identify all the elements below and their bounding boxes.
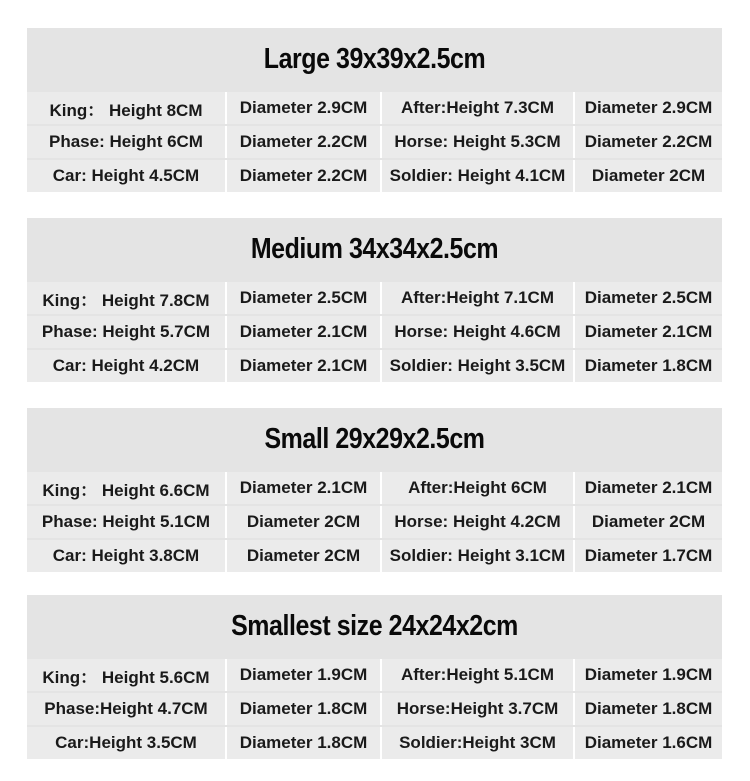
piece-diameter-cell: Diameter 2.9CM	[573, 92, 722, 124]
table-row	[27, 504, 722, 538]
piece-height-cell: Car: Height 4.5CM	[27, 160, 225, 192]
piece-diameter-cell: Diameter 2.1CM	[225, 472, 380, 504]
piece-diameter-cell: Diameter 2CM	[573, 506, 722, 538]
piece-diameter-cell: Diameter 1.9CM	[573, 659, 722, 691]
piece-diameter-cell: Diameter 2.1CM	[225, 316, 380, 348]
piece-diameter-cell: Diameter 2.5CM	[225, 282, 380, 314]
piece-height-cell: Soldier: Height 3.5CM	[380, 350, 573, 382]
piece-diameter-cell: Diameter 1.9CM	[225, 659, 380, 691]
table-row	[27, 90, 722, 124]
piece-height-cell: Phase:Height 4.7CM	[27, 693, 225, 725]
section-title: Smallest size 24x24x2cm	[231, 610, 518, 642]
piece-height-cell: Phase: Height 5.1CM	[27, 506, 225, 538]
piece-height-cell: Soldier:Height 3CM	[380, 727, 573, 759]
piece-diameter-cell: Diameter 1.8CM	[225, 693, 380, 725]
size-section-smallest	[27, 595, 722, 759]
piece-height-cell: Phase: Height 5.7CM	[27, 316, 225, 348]
table-row	[27, 538, 722, 572]
piece-height-cell: King： Height 7.8CM	[27, 282, 225, 314]
piece-height-cell: After:Height 7.1CM	[380, 282, 573, 314]
piece-diameter-cell: Diameter 2.1CM	[573, 316, 722, 348]
section-title: Medium 34x34x2.5cm	[250, 233, 499, 265]
piece-diameter-cell: Diameter 2.2CM	[225, 126, 380, 158]
size-section-small	[27, 408, 722, 572]
piece-diameter-cell: Diameter 2.5CM	[573, 282, 722, 314]
piece-diameter-cell: Diameter 2.2CM	[573, 126, 722, 158]
size-section-medium	[27, 218, 722, 382]
piece-diameter-cell: Diameter 1.7CM	[573, 540, 722, 572]
piece-diameter-cell: Diameter 1.8CM	[573, 350, 722, 382]
piece-height-cell: King： Height 6.6CM	[27, 472, 225, 504]
piece-height-cell: Horse: Height 4.6CM	[380, 316, 573, 348]
table-row	[27, 314, 722, 348]
section-title: Large 39x39x2.5cm	[263, 43, 486, 75]
table-row	[27, 280, 722, 314]
piece-diameter-cell: Diameter 2.1CM	[225, 350, 380, 382]
size-section-large	[27, 28, 722, 192]
piece-height-cell: Soldier: Height 3.1CM	[380, 540, 573, 572]
piece-diameter-cell: Diameter 2.1CM	[573, 472, 722, 504]
table-row	[27, 470, 722, 504]
table-row	[27, 158, 722, 192]
piece-height-cell: Car:Height 3.5CM	[27, 727, 225, 759]
piece-height-cell: Horse: Height 5.3CM	[380, 126, 573, 158]
piece-height-cell: Car: Height 3.8CM	[27, 540, 225, 572]
piece-height-cell: Phase: Height 6CM	[27, 126, 225, 158]
piece-diameter-cell: Diameter 2CM	[573, 160, 722, 192]
piece-diameter-cell: Diameter 1.8CM	[225, 727, 380, 759]
section-title: Small 29x29x2.5cm	[264, 423, 485, 455]
piece-diameter-cell: Diameter 1.6CM	[573, 727, 722, 759]
piece-height-cell: Horse: Height 4.2CM	[380, 506, 573, 538]
piece-height-cell: King： Height 8CM	[27, 92, 225, 124]
table-row	[27, 691, 722, 725]
piece-diameter-cell: Diameter 1.8CM	[573, 693, 722, 725]
piece-height-cell: Horse:Height 3.7CM	[380, 693, 573, 725]
piece-diameter-cell: Diameter 2CM	[225, 506, 380, 538]
table-row	[27, 657, 722, 691]
piece-height-cell: After:Height 7.3CM	[380, 92, 573, 124]
table-row	[27, 725, 722, 759]
piece-height-cell: After:Height 6CM	[380, 472, 573, 504]
piece-height-cell: Soldier: Height 4.1CM	[380, 160, 573, 192]
table-row	[27, 124, 722, 158]
piece-diameter-cell: Diameter 2CM	[225, 540, 380, 572]
piece-height-cell: After:Height 5.1CM	[380, 659, 573, 691]
piece-diameter-cell: Diameter 2.9CM	[225, 92, 380, 124]
piece-diameter-cell: Diameter 2.2CM	[225, 160, 380, 192]
piece-height-cell: Car: Height 4.2CM	[27, 350, 225, 382]
piece-height-cell: King： Height 5.6CM	[27, 659, 225, 691]
table-row	[27, 348, 722, 382]
